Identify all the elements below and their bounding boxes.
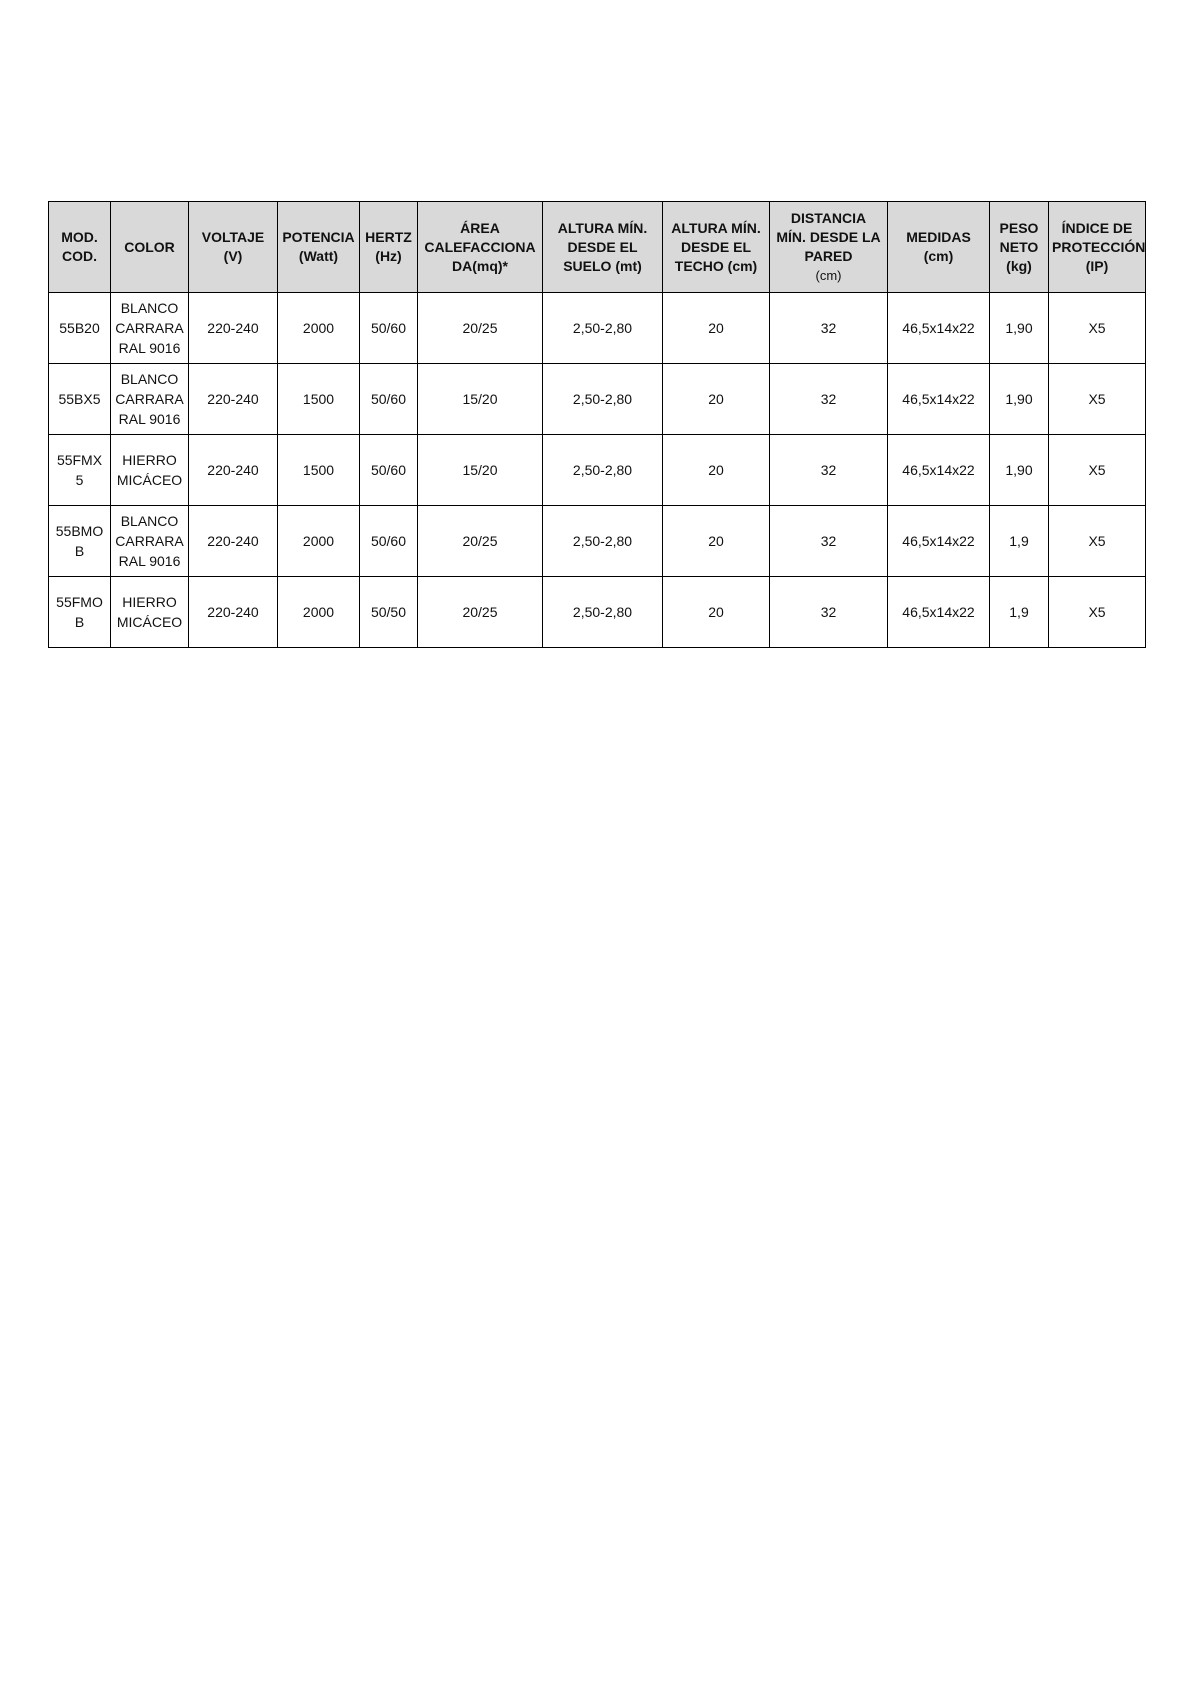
header-line: SUELO (mt) [563,257,642,274]
cell-altura-suelo: 2,50-2,80 [543,364,663,435]
header-potencia [278,202,360,293]
cell-potencia: 1500 [278,364,360,435]
table-body [49,293,1146,648]
cell-line: RAL 9016 [118,553,181,569]
header-line: (IP) [1085,257,1109,274]
cell-peso: 1,9 [990,506,1049,577]
cell-voltaje: 220-240 [189,364,278,435]
cell-cod [49,435,111,506]
cell-hertz: 50/60 [360,364,418,435]
cell-area: 15/20 [418,435,543,506]
cell-line: CARRARA [115,391,184,407]
cell-medidas: 46,5x14x22 [888,435,990,506]
table-row [49,364,1146,435]
cell-ip: X5 [1049,577,1146,648]
cell-altura-suelo: 2,50-2,80 [543,577,663,648]
cell-line: CARRARA [115,533,184,549]
header-line: (kg) [1006,257,1032,274]
header-voltaje [189,202,278,293]
cell-distancia-pared: 32 [770,577,888,648]
cell-hertz: 50/60 [360,506,418,577]
cell-area: 20/25 [418,577,543,648]
cell-line: B [74,543,85,559]
header-line: (Hz) [375,248,402,264]
header-line: POTENCIA [282,229,355,245]
header-row [49,202,1146,293]
header-color [111,202,189,293]
cell-line: HIERRO [122,594,177,610]
cell-color [111,506,189,577]
header-line: MEDIDAS [906,229,971,245]
cell-altura-techo: 20 [663,293,770,364]
header-line: ALTURA MÍN. [671,219,761,236]
cell-area: 15/20 [418,364,543,435]
table-row [49,577,1146,648]
cell-altura-suelo: 2,50-2,80 [543,506,663,577]
cell-color [111,364,189,435]
cell-altura-suelo: 2,50-2,80 [543,293,663,364]
table-header [49,202,1146,293]
cell-potencia: 1500 [278,435,360,506]
cell-altura-techo: 20 [663,364,770,435]
header-line: ALTURA MÍN. [557,219,648,236]
cell-line: 5 [75,472,84,488]
cell-line: 55BX5 [58,391,101,407]
cell-altura-techo: 20 [663,435,770,506]
cell-distancia-pared: 32 [770,435,888,506]
cell-voltaje: 220-240 [189,506,278,577]
header-distancia-pared [770,202,888,293]
cell-voltaje: 220-240 [189,435,278,506]
header-line: CALEFACCIONA [424,238,536,255]
cell-line: 55FMO [56,594,103,610]
table-row [49,435,1146,506]
cell-ip: X5 [1049,364,1146,435]
header-line: MOD. [61,229,98,245]
cell-hertz: 50/60 [360,293,418,364]
cell-line: CARRARA [115,320,184,336]
table-row [49,506,1146,577]
cell-distancia-pared: 32 [770,364,888,435]
header-line: (V) [223,248,243,264]
cell-hertz: 50/50 [360,577,418,648]
cell-line: MICÁCEO [116,614,183,630]
table-row [49,293,1146,364]
header-line: PROTECCIÓN [1052,238,1146,255]
cell-line: BLANCO [120,513,179,529]
cell-cod [49,506,111,577]
cell-voltaje: 220-240 [189,293,278,364]
header-line: DA(mq)* [452,257,508,274]
header-line: COD. [62,248,97,264]
header-line: PARED [804,248,853,264]
header-line: (cm) [923,248,954,264]
header-medidas [888,202,990,293]
cell-medidas: 46,5x14x22 [888,577,990,648]
cell-area: 20/25 [418,506,543,577]
cell-voltaje: 220-240 [189,577,278,648]
cell-color [111,577,189,648]
cell-ip: X5 [1049,435,1146,506]
header-altura-suelo [543,202,663,293]
header-line: COLOR [124,238,175,255]
cell-cod [49,364,111,435]
cell-altura-suelo: 2,50-2,80 [543,435,663,506]
header-line: (cm) [815,268,842,283]
header-line: DESDE EL [680,238,751,255]
cell-distancia-pared: 32 [770,293,888,364]
cell-line: MICÁCEO [116,472,183,488]
cell-ip: X5 [1049,506,1146,577]
header-line: ÍNDICE DE [1061,219,1133,236]
cell-distancia-pared: 32 [770,506,888,577]
header-line: TECHO (cm) [674,257,758,274]
header-line: NETO [999,238,1039,255]
cell-line: B [74,614,85,630]
cell-peso: 1,90 [990,435,1049,506]
header-line: (Watt) [298,248,339,264]
cell-line: BLANCO [120,371,179,387]
cell-line: RAL 9016 [118,340,181,356]
cell-cod [49,577,111,648]
header-area [418,202,543,293]
cell-peso: 1,90 [990,364,1049,435]
header-line: MÍN. DESDE LA [776,229,881,245]
header-mod-cod [49,202,111,293]
cell-color [111,293,189,364]
cell-line: HIERRO [122,452,177,468]
header-line: DISTANCIA [790,210,867,226]
header-line: HERTZ [365,229,412,245]
cell-potencia: 2000 [278,506,360,577]
cell-line: RAL 9016 [118,411,181,427]
cell-medidas: 46,5x14x22 [888,364,990,435]
cell-line: 55B20 [59,320,100,336]
header-line: VOLTAJE [201,229,265,245]
header-ip [1049,202,1146,293]
header-hertz [360,202,418,293]
cell-peso: 1,9 [990,577,1049,648]
header-line: ÁREA [460,219,500,236]
cell-potencia: 2000 [278,577,360,648]
cell-ip: X5 [1049,293,1146,364]
cell-line: 55BMO [55,523,104,539]
cell-altura-techo: 20 [663,506,770,577]
cell-area: 20/25 [418,293,543,364]
header-line: DESDE EL [567,238,638,255]
header-altura-techo [663,202,770,293]
cell-medidas: 46,5x14x22 [888,506,990,577]
cell-color [111,435,189,506]
spec-table [48,201,1146,648]
header-peso [990,202,1049,293]
cell-line: 55FMX [56,452,103,468]
header-line: PESO [999,219,1039,236]
cell-altura-techo: 20 [663,577,770,648]
cell-cod [49,293,111,364]
cell-hertz: 50/60 [360,435,418,506]
cell-line: BLANCO [120,300,179,316]
cell-potencia: 2000 [278,293,360,364]
cell-peso: 1,90 [990,293,1049,364]
cell-medidas: 46,5x14x22 [888,293,990,364]
